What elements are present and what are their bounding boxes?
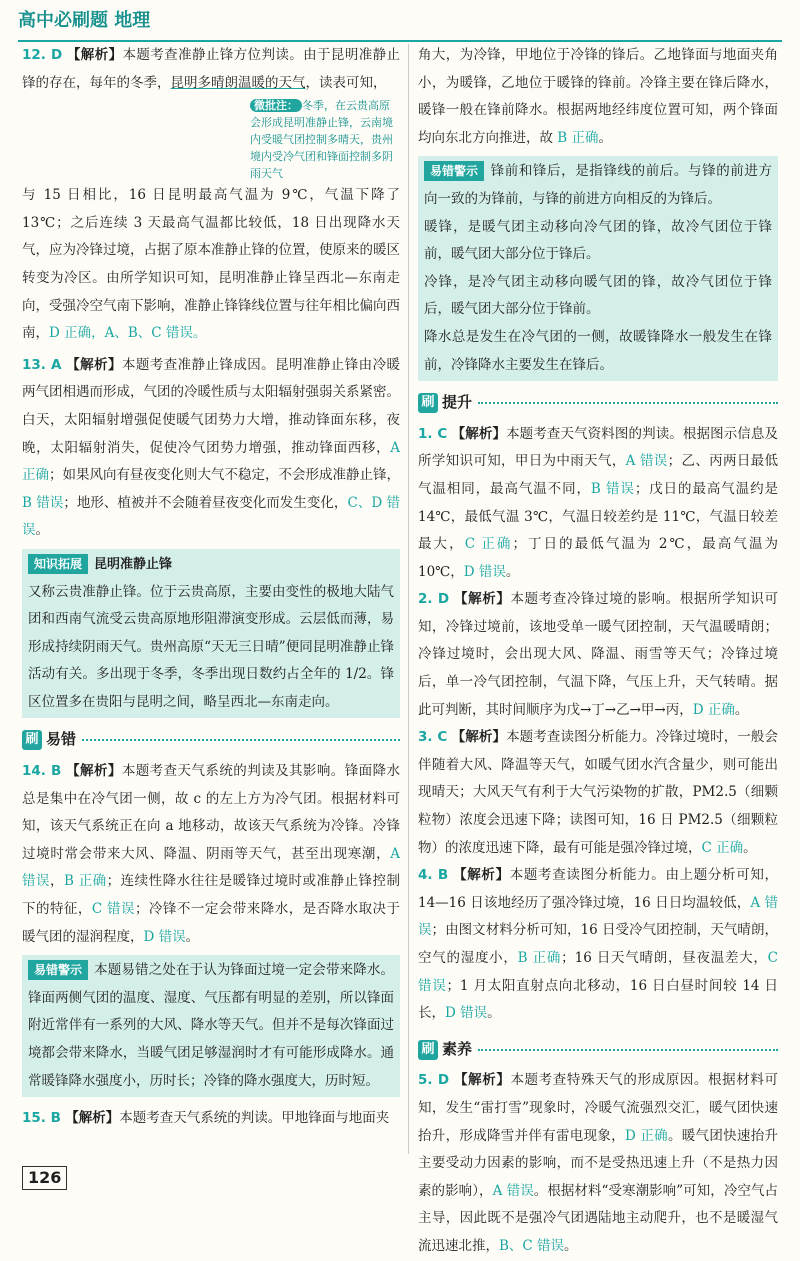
q14-block: [22, 758, 400, 951]
t4-block: [418, 862, 778, 1028]
t3-answer: C 正确: [701, 839, 744, 856]
section-suyang: [418, 1036, 778, 1064]
section-divider: [478, 1049, 778, 1051]
q14-answer-d: D 错误: [143, 928, 186, 945]
section-divider: [82, 739, 400, 741]
section-divider: [478, 402, 778, 404]
t4-text-4: ；1 月太阳直射点向北移动，16 日白昼时间较 14 日长，: [418, 977, 778, 1022]
knowledge-badge: 知识拓展: [28, 554, 88, 574]
t4-text-2: ；由图文材料分析可知，16 日受冷气团控制，天气晴朗，空气的湿度小，: [418, 922, 779, 966]
t4-text-3: ；16 日天气晴朗，昼夜温差大，: [561, 950, 768, 966]
q12-tag: 【解析】: [66, 47, 123, 63]
s5-tag: 【解析】: [453, 1072, 511, 1089]
q14-text-2: ；连续性降水往往是暖锋过境时或准静止锋控制下的特征，: [22, 873, 401, 918]
t2-number: 2. D: [418, 591, 450, 608]
q13-text-4: 。: [35, 522, 49, 539]
t4-text-1: 本题考查读图分析能力。由上题分析可知，14—16 日该地经历了强冷锋过境，16 日日均温较低，: [418, 867, 779, 911]
q15-tag: 【解析】: [65, 1110, 120, 1127]
q14-answer-a: A 错误: [22, 845, 400, 890]
warning-line-1: 锋前和锋后，是指锋线的前后。与锋的前进方向一致的为锋前，与锋的前进方向相反的为锋后。: [424, 163, 772, 207]
warning-line-4: 降水总是发生在冷气团的一侧，故暖锋降水一般发生在锋前，冷锋降水主要发生在锋后。: [424, 328, 772, 373]
q15-block: [22, 1105, 400, 1133]
note-label: 微批注：: [250, 99, 302, 112]
q13-number: 13. A: [22, 356, 62, 373]
q15-answer: B 正确: [557, 129, 599, 146]
s5-text-4: 。: [564, 1237, 578, 1254]
q15-end: 。: [598, 129, 613, 146]
q13-answer-b: B 错误: [22, 494, 64, 511]
t1-text-5: 。: [505, 563, 520, 580]
t4-tag: 【解析】: [453, 867, 510, 884]
q13-text-2: ；如果风向有昼夜变化则大气不稳定，不会形成准静止锋，: [49, 467, 400, 484]
q15-text-1: 本题考查天气系统的判读。甲地锋面与地面夹: [119, 1110, 390, 1127]
knowledge-title: 昆明准静止锋: [94, 556, 173, 572]
t4-answer-a: A 错误: [418, 894, 778, 939]
t1-answer-a: A 错误: [625, 453, 668, 470]
q14-tag: 【解析】: [66, 763, 122, 780]
s5-block: [418, 1067, 778, 1260]
warning-line-3: 冷锋，是冷气团主动移向暖气团的锋，故冷气团位于锋后，暖气团大部分位于锋前。: [424, 273, 772, 318]
section-yicuo: [22, 726, 400, 754]
s5-number: 5. D: [418, 1072, 450, 1089]
t3-tag: 【解析】: [451, 729, 507, 746]
knowledge-text: 又称云贵准静止锋。位于云贵高原，主要由变性的极地大陆气团和西南气流受云贵高原地形阻滞演变形成。云层低而薄，易形成持续阴雨天气。贵州高原“天无三日晴”便同昆明准静止锋活动有关。多出现于冬季，冬季出现日数约占全年的 1/2。锋区位置多在贵阳与昆明之间，略呈西北—东南走向。: [28, 583, 394, 710]
t4-number: 4. B: [418, 867, 449, 884]
knowledge-box: [22, 549, 400, 719]
t1-block: [418, 421, 778, 587]
page-header: [18, 4, 782, 42]
q12-margin-note-row: [22, 97, 400, 182]
t3-number: 3. C: [418, 729, 448, 746]
brush-icon: 刷: [418, 393, 438, 413]
t1-tag: 【解析】: [451, 425, 507, 442]
t1-answer-d: D 错误: [463, 563, 506, 580]
q12-intro: [22, 42, 400, 97]
t1-text-2: ；乙、丙两日最低气温相同，最高气温不同，: [418, 453, 779, 497]
s5-text-2: 。暖气团快速抬升主要受动力因素的影响，而不是受热迅速上升（不是热力因素的影响），: [418, 1127, 779, 1199]
t1-answer-c: C 正确: [464, 536, 513, 553]
s5-text-1: 本题考查特殊天气的形成原因。根据材料可知，发生“雷打雪”现象时，冷暖气流强烈交汇，暖气团快速抬升，形成降雪并伴有雷电现象，: [418, 1072, 779, 1144]
t2-tag: 【解析】: [453, 591, 511, 608]
q13-block: [22, 352, 400, 545]
section-suyang-label: 素养: [442, 1039, 473, 1058]
t3-block: [418, 724, 778, 862]
t2-text-1: 本题考查冷锋过境的影响。根据所学知识可知，冷锋过境前，该地受单一暖气团控制，天气温暖晴朗；冷锋过境时，会出现大风、降温、雨雪等天气；冷锋过境后，单一冷气团控制，气温下降，气压上升，天气转晴。据此可判断，其时间顺序为戊→丁→乙→甲→丙，: [418, 591, 779, 718]
book-title: 高中必刷题 地理: [18, 10, 151, 31]
t4-text-5: 。: [487, 1005, 501, 1022]
s5-answer-d: D 正确: [624, 1127, 668, 1144]
q12-body: [22, 182, 400, 348]
t3-text-2: 。: [743, 839, 757, 856]
q14-sep: ，: [49, 873, 64, 890]
q14-text-3: ；冷锋不一定会带来降水，是否降水取决于暖气团的湿润程度，: [22, 901, 401, 945]
q12-text-2: 与 15 日相比，16 日昆明最高气温为 9℃，气温下降了 13℃；之后连续 3 天最高气温都比较低，18 日出现降水天气，应为冷锋过境，占据了原本准静止锋的位置，使原来的暖区转变为冷区。由所学知识可知，昆明准静止锋呈西北—东南走向，受强冷空气南下影响，准静止锋锋线位置与往年相比偏向西南，: [22, 187, 400, 342]
section-tisheng-label: 提升: [442, 393, 473, 412]
t1-text-1: 本题考查天气资料图的判读。根据图示信息及所学知识可知，甲日为中雨天气，: [418, 425, 779, 470]
q12-text-1: 本题考查准静止锋方位判读。由于昆明准静止锋的存在，每年的冬季，: [22, 47, 401, 91]
warning-box-2: [418, 156, 778, 381]
q15-number: 15. B: [22, 1110, 61, 1127]
q13-answer-a: A 正确: [22, 439, 400, 484]
q12-answer: D 正确，A、B、C 错误。: [49, 325, 207, 342]
t1-text-3: ；戊日的最高气温约是 14℃，最低气温 3℃，气温日较差约是 11℃，气温日较差最大，: [418, 480, 778, 553]
q14-text-4: 。: [185, 928, 200, 945]
warning-box-1: [22, 955, 400, 1097]
t4-answer-b: B 正确: [517, 950, 562, 966]
q12-text-1b: ，读表可知，: [305, 74, 387, 91]
right-column: [418, 42, 778, 1261]
warning-text-1: 本题易错之处在于认为锋面过境一定会带来降水。锋面两侧气团的温度、湿度、气压都有明显的差别，所以锋面附近常伴有一系列的大风、降水等天气。但并不是每次锋面过境都会带来降水，当暖气团足够湿润时才有可能形成降水。通常暖锋降水强度小，历时长；冷锋的降水强度大，历时短。: [28, 962, 394, 1089]
q14-answer-c: C 错误: [91, 901, 135, 918]
section-tisheng: [418, 389, 778, 417]
brush-icon: 刷: [22, 730, 42, 750]
warning-line-2: 暖锋，是暖气团主动移向冷气团的锋，故冷气团位于锋前，暖气团大部分位于锋后。: [424, 218, 772, 263]
q12-block: [22, 42, 400, 97]
brush-icon: 刷: [418, 1040, 438, 1060]
t1-number: 1. C: [418, 425, 448, 442]
q13-answer-cd: C、D 错误: [22, 494, 401, 539]
s5-answer-bc: B、C 错误: [499, 1237, 565, 1254]
column-divider: [408, 44, 409, 1154]
t2-block: [418, 586, 778, 724]
s5-text-3: 。根据材料“受寒潮影响”可知，冷空气占主导，因此既不是强冷气团遇陆地主动爬升，也不是暖湿气流迅速北推，: [418, 1182, 778, 1254]
q12-underlined: 昆明多晴朗温暖的天气: [170, 74, 306, 91]
note-text: 冬季，在云贵高原会形成昆明准静止锋，云南境内受暖气团控制多晴天，贵州境内受冷气团和锋面控制多阴雨天气: [250, 99, 393, 181]
q14-text-1: 本题考查天气系统的判读及其影响。锋面降水总是集中在冷气团一侧，故 c 的左上方为冷气团。根据材料可知，该天气系统正在向 a 地移动，故该天气系统为冷锋。冷锋过境时常会带来大风、降温、阴雨等天气，甚至出现寒潮，: [22, 763, 401, 862]
q13-tag: 【解析】: [66, 356, 122, 373]
q14-number: 14. B: [22, 763, 62, 780]
q13-text-1: 本题考查准静止锋成因。昆明准静止锋由冷暖两气团相遇而形成，气团的冷暖性质与太阳辐射强弱关系紧密。白天，太阳辐射增强促使暖气团势力大增，推动锋面东移，夜晚，太阳辐射消失，促使冷气团势力增强，推动锋面西移，: [22, 356, 400, 456]
q15-continued: [418, 42, 778, 152]
warning-badge-2: 易错警示: [424, 161, 484, 181]
q12-number: 12. D: [22, 47, 63, 63]
t4-answer-c: C 错误: [418, 950, 779, 994]
t3-text-1: 本题考查读图分析能力。冷锋过境时，一般会伴随着大风、降温等天气，如暖气团水汽含量少，则可能出现晴天；大风天气有利于大气污染物的扩散，PM2.5（细颗粒物）浓度会迅速下降；读图可知，16 日 PM2.5（细颗粒物）的浓度迅速下降，最有可能是强冷锋过境，: [418, 729, 779, 856]
t4-answer-d: D 错误: [445, 1005, 488, 1022]
t1-text-4: ；丁日的最低气温为 2℃，最高气温为 10℃，: [418, 536, 779, 580]
s5-answer-a: A 错误: [492, 1182, 534, 1199]
section-yicuo-label: 易错: [46, 730, 77, 749]
t2-text-2: 。: [734, 701, 749, 718]
warning-badge-1: 易错警示: [28, 960, 88, 980]
q14-answer-b: B 正确: [63, 873, 107, 890]
page-number: 126: [22, 1166, 67, 1190]
q15-text-2: 角大，为冷锋，甲地位于冷锋的锋后。乙地锋面与地面夹角小，为暖锋，乙地位于暖锋的锋前。冷锋主要在锋后降水，暖锋一般在锋前降水。根据两地经纬度位置可知，两个锋面均向东北方向推进，故: [418, 47, 778, 146]
q13-text-3: ；地形、植被并不会随着昼夜变化而发生变化，: [63, 494, 348, 511]
left-column: [22, 42, 400, 1133]
q12-margin-note: [250, 97, 400, 182]
t1-answer-b: B 错误: [590, 480, 635, 497]
t2-answer: D 正确: [692, 701, 735, 718]
